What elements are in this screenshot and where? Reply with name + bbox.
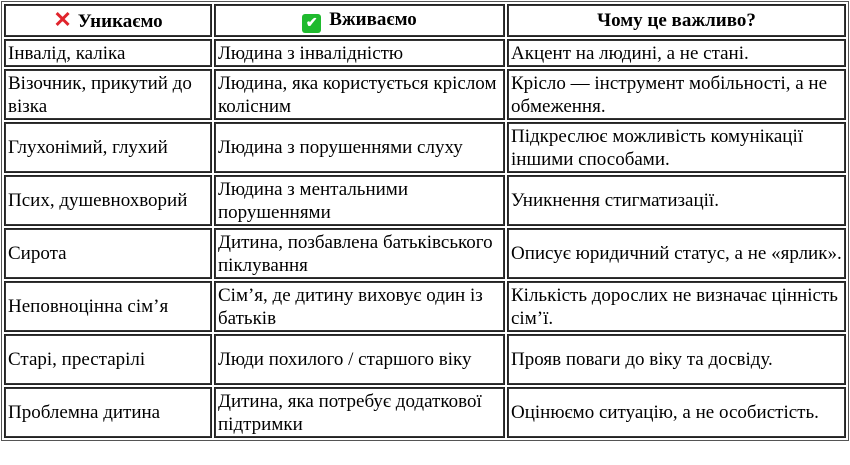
- cell-why: Описує юридичний статус, а не «ярлик».: [507, 228, 846, 279]
- terminology-table: [1, 1, 849, 441]
- header-avoid: [4, 4, 212, 37]
- cell-why: Прояв поваги до віку та досвіду.: [507, 334, 846, 385]
- cell-avoid: Старі, престарілі: [4, 334, 212, 385]
- cell-why: Оцінюємо ситуацію, а не особистість.: [507, 387, 846, 438]
- cross-mark-icon: ✕: [53, 7, 72, 32]
- table-row: [4, 122, 846, 173]
- cell-use: Дитина, яка потребує додаткової підтримки: [214, 387, 505, 438]
- cell-avoid: Сирота: [4, 228, 212, 279]
- cell-why: Підкреслює можливість комунікації іншими способами.: [507, 122, 846, 173]
- table-row: [4, 39, 846, 67]
- cell-use: Людина з ментальними порушеннями: [214, 175, 505, 226]
- cell-why: Акцент на людині, а не стані.: [507, 39, 846, 67]
- cell-avoid: Неповноцінна сім’я: [4, 281, 212, 332]
- check-mark-icon: ✔: [302, 14, 321, 33]
- header-use-label: Вживаємо: [329, 9, 417, 30]
- cell-use: Людина з інвалідністю: [214, 39, 505, 67]
- cell-avoid: Інвалід, каліка: [4, 39, 212, 67]
- header-row: [4, 4, 846, 37]
- table-row: [4, 175, 846, 226]
- cell-avoid: Проблемна дитина: [4, 387, 212, 438]
- cell-why: Уникнення стигматизації.: [507, 175, 846, 226]
- cell-avoid: Візочник, прикутий до візка: [4, 69, 212, 120]
- cell-avoid: Псих, душевнохворий: [4, 175, 212, 226]
- table-row: [4, 334, 846, 385]
- cell-use: Сім’я, де дитину виховує один із батьків: [214, 281, 505, 332]
- table-row: [4, 387, 846, 438]
- cell-why: Крісло — інструмент мобільності, а не обмеження.: [507, 69, 846, 120]
- cell-use: Людина з порушеннями слуху: [214, 122, 505, 173]
- cell-why: Кількість дорослих не визначає цінність сім’ї.: [507, 281, 846, 332]
- header-why: Чому це важливо?: [507, 4, 846, 37]
- cell-avoid: Глухонімий, глухий: [4, 122, 212, 173]
- table-row: [4, 69, 846, 120]
- table-row: [4, 281, 846, 332]
- cell-use: Люди похилого / старшого віку: [214, 334, 505, 385]
- cell-use: Людина, яка користується кріслом колісним: [214, 69, 505, 120]
- table-row: [4, 228, 846, 279]
- header-use: [214, 4, 505, 37]
- header-avoid-label: Уникаємо: [77, 11, 163, 32]
- cell-use: Дитина, позбавлена батьківського піклування: [214, 228, 505, 279]
